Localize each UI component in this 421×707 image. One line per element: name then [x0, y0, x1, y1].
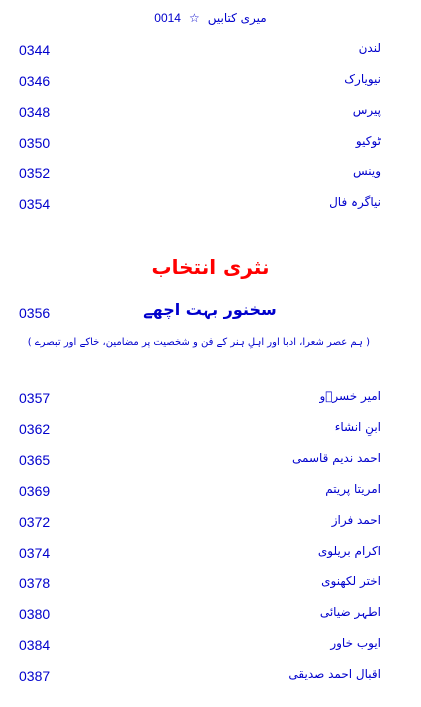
item-number: 0344	[19, 42, 51, 58]
list-item[interactable]	[0, 419, 421, 441]
item-title[interactable]: ٹوکیو	[355, 134, 381, 148]
item-number: 0387	[19, 668, 51, 684]
list-item[interactable]	[0, 102, 421, 124]
list-item[interactable]	[0, 543, 421, 565]
item-title[interactable]: احمد ندیم قاسمی	[292, 451, 381, 465]
item-title[interactable]: نیاگرہ فال	[329, 195, 381, 209]
item-number: 0346	[19, 73, 51, 89]
list-item[interactable]	[0, 604, 421, 626]
star-icon: ☆	[188, 11, 200, 25]
list-item[interactable]	[0, 666, 421, 688]
item-number: 0380	[19, 606, 51, 622]
list-item[interactable]	[0, 635, 421, 657]
item-number: 0372	[19, 514, 51, 530]
list-item[interactable]	[0, 512, 421, 534]
list-item[interactable]	[0, 163, 421, 185]
item-number: 0350	[19, 135, 51, 151]
item-title[interactable]: احمد فراز	[331, 513, 381, 527]
item-number: 0378	[19, 575, 51, 591]
list-item[interactable]	[0, 71, 421, 93]
list-item[interactable]	[0, 40, 421, 62]
item-number: 0356	[19, 305, 51, 321]
header-code: 0014	[154, 11, 181, 25]
item-number: 0369	[19, 483, 51, 499]
item-number: 0357	[19, 390, 51, 406]
item-number: 0362	[19, 421, 51, 437]
item-title[interactable]: نیویارک	[344, 72, 381, 86]
list-item[interactable]	[0, 450, 421, 472]
featured-book-subtitle: ( ہم عصر شعرا، ادبا اور اہلِ ہنر کے فن و شخصیت پر مضامین، خاکے اور تبصرے )	[27, 337, 370, 348]
item-title[interactable]: پیرس	[352, 103, 381, 117]
item-title[interactable]: ابنِ انشاء	[334, 420, 381, 434]
list-item[interactable]	[0, 388, 421, 410]
item-title[interactable]: اکرام بریلوی	[317, 544, 381, 558]
item-number: 0384	[19, 637, 51, 653]
list-item[interactable]	[0, 133, 421, 155]
item-number: 0374	[19, 545, 51, 561]
item-title[interactable]: اقبال احمد صدیقی	[288, 667, 381, 681]
item-number: 0365	[19, 452, 51, 468]
featured-book-title[interactable]: سخنور بہت اچھے	[143, 300, 277, 319]
item-number: 0354	[19, 196, 51, 212]
item-title[interactable]: لندن	[358, 41, 381, 55]
header-title: میری کتابیں	[207, 11, 267, 25]
item-title[interactable]: اطہر ضیائی	[319, 605, 381, 619]
item-number: 0352	[19, 165, 51, 181]
item-title[interactable]: ایوب خاور	[330, 636, 381, 650]
list-item[interactable]	[0, 573, 421, 595]
item-title[interactable]: امریتا پریتم	[325, 482, 381, 496]
item-title[interactable]: وینس	[352, 164, 381, 178]
list-item[interactable]	[0, 194, 421, 216]
item-title[interactable]: امیر خسرؔو	[319, 389, 381, 403]
list-item[interactable]	[0, 481, 421, 503]
item-number: 0348	[19, 104, 51, 120]
page-header	[0, 8, 421, 28]
item-title[interactable]: اختر لکھنوی	[321, 574, 381, 588]
section-heading: نثری انتخاب	[151, 255, 270, 279]
